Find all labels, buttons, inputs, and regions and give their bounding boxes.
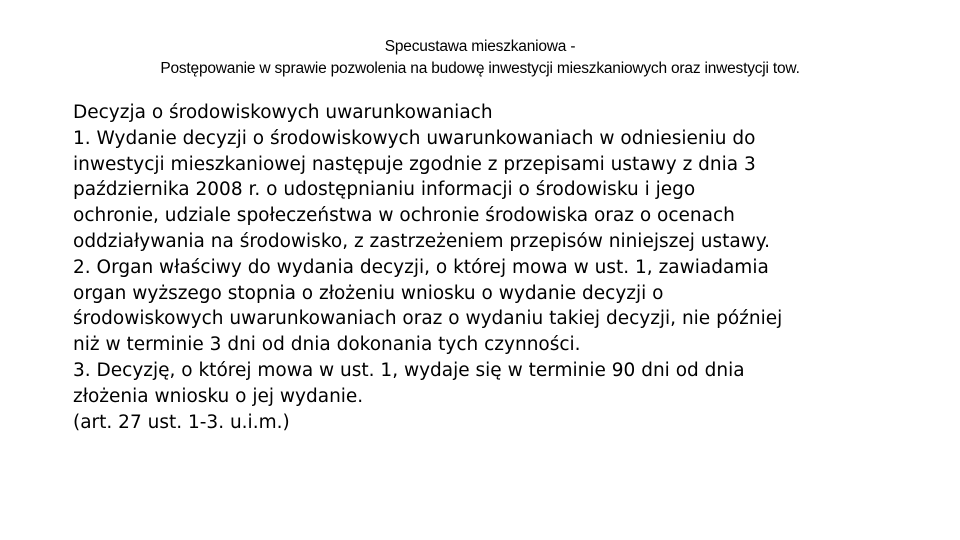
title-line-1: Specustawa mieszkaniowa - — [384, 38, 576, 55]
text-line: 1. Wydanie decyzji o środowiskowych uwarunkowaniach w odniesieniu do — [73, 127, 756, 149]
text-line: niż w terminie 3 dni od dnia dokonania tych czynności. — [73, 334, 581, 356]
text-line: 3. Decyzję, o której mowa w ust. 1, wydaje się w terminie 90 dni od dnia — [73, 359, 745, 381]
text-line: ochronie, udziale społeczeństwa w ochronie środowiska oraz o ocenach — [73, 205, 735, 227]
text-line: oddziaływania na środowisko, z zastrzeżeniem przepisów niniejszej ustawy. — [73, 230, 770, 252]
text-line: października 2008 r. o udostępnianiu informacji o środowisku i jego — [73, 179, 696, 201]
slide-title — [40, 36, 920, 80]
text-line: inwestycji mieszkaniowej następuje zgodnie z przepisami ustawy z dnia 3 — [73, 153, 756, 175]
content-heading: Decyzja o środowiskowych uwarunkowaniach — [73, 102, 493, 123]
text-line: środowiskowych uwarunkowaniach oraz o wydaniu takiej decyzji, nie później — [73, 308, 783, 330]
text-line: organ wyższego stopnia o złożeniu wniosku o wydanie decyzji o — [73, 282, 664, 304]
title-line-2: Postępowanie w sprawie pozwolenia na budowę inwestycji mieszkaniowych oraz inwestycji tow. — [160, 60, 800, 77]
slide-content — [73, 100, 893, 435]
text-line: złożenia wniosku o jej wydanie. — [73, 385, 364, 407]
text-line: 2. Organ właściwy do wydania decyzji, o której mowa w ust. 1, zawiadamia — [73, 256, 769, 278]
citation: (art. 27 ust. 1-3. u.i.m.) — [73, 411, 290, 433]
